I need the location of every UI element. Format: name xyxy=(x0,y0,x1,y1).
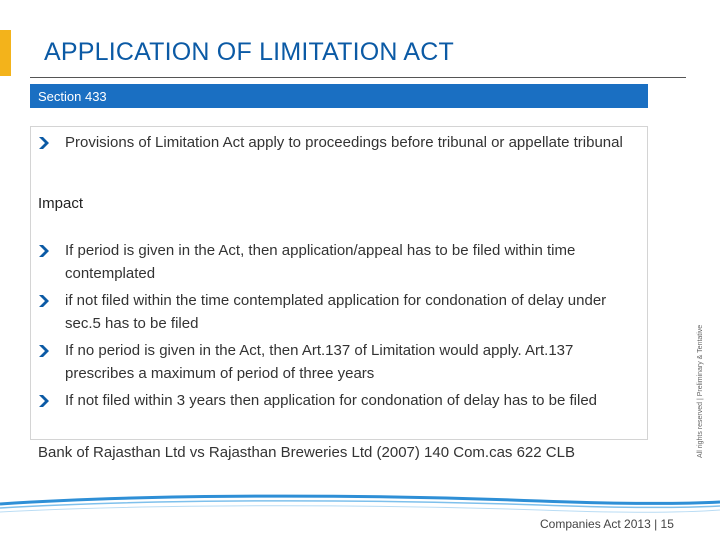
footer-label: Companies Act 2013 | 15 xyxy=(540,517,674,531)
impact-heading: Impact xyxy=(38,195,84,212)
page-title: APPLICATION OF LIMITATION ACT xyxy=(44,38,455,66)
intro-bullet xyxy=(38,131,638,154)
accent-bar xyxy=(0,30,11,76)
impact-bullet-text: If not filed within 3 years then application for condonation of delay has to be filed xyxy=(65,392,598,409)
chevron-right-icon xyxy=(38,395,50,407)
impact-bullet xyxy=(38,389,638,412)
chevron-right-icon xyxy=(38,245,50,257)
chevron-right-icon xyxy=(38,345,50,357)
chevron-right-icon xyxy=(38,137,50,149)
impact-bullet-text: If period is given in the Act, then application/appeal has to be filed within time contemplated xyxy=(65,242,576,282)
title-divider xyxy=(30,77,686,78)
section-label: Section 433 xyxy=(38,89,107,104)
chevron-right-icon xyxy=(38,295,50,307)
intro-bullet-text: Provisions of Limitation Act apply to proceedings before tribunal or appellate tribunal xyxy=(65,134,623,151)
footer-wave-decoration xyxy=(0,492,720,540)
impact-bullet xyxy=(38,289,638,335)
rights-note: All rights reserved | Preliminary & Tentative xyxy=(697,324,704,458)
impact-bullet-text: If no period is given in the Act, then Art.137 of Limitation would apply. Art.137 prescribes a maximum of period of three years xyxy=(65,342,574,382)
section-bar xyxy=(30,84,648,108)
case-reference: Bank of Rajasthan Ltd vs Rajasthan Breweries Ltd (2007) 140 Com.cas 622 CLB xyxy=(38,444,575,461)
impact-bullet xyxy=(38,239,638,285)
impact-bullet xyxy=(38,339,638,385)
impact-bullet-text: if not filed within the time contemplated application for condonation of delay under sec.5 has to be filed xyxy=(65,292,607,332)
